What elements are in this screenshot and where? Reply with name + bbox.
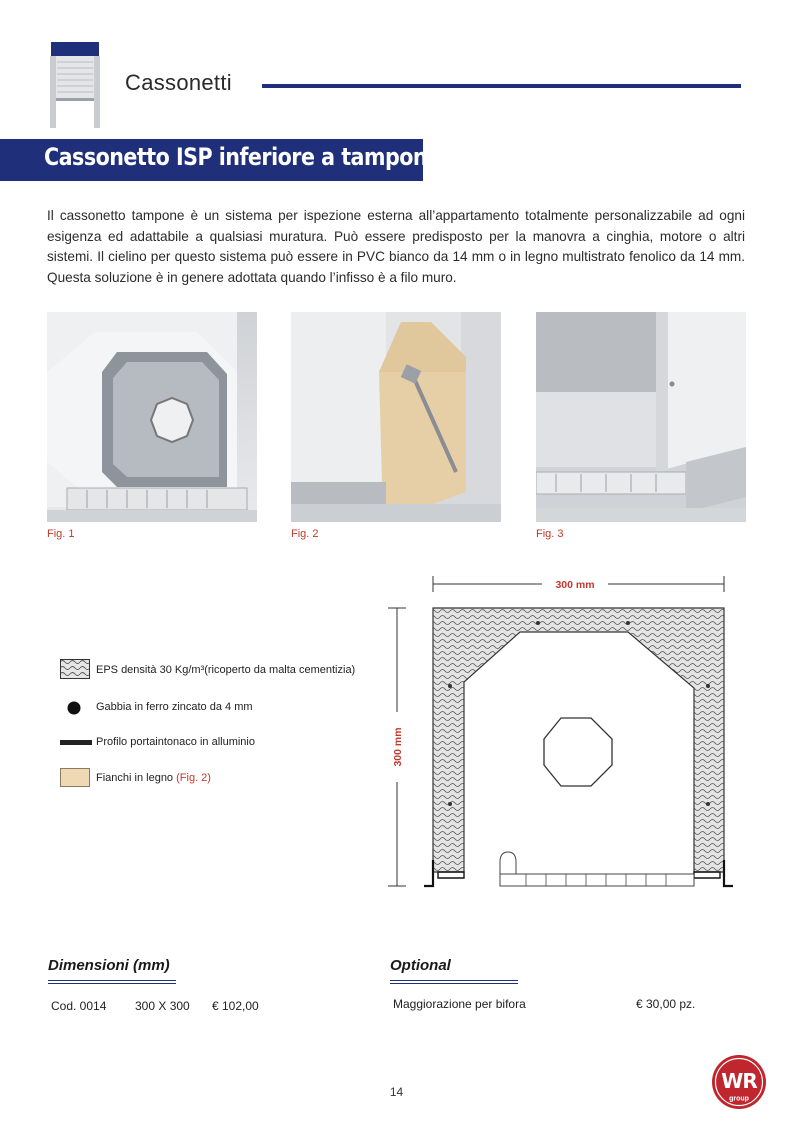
width-dimension-label: 300 mm <box>555 579 595 591</box>
logo-letters: WR <box>721 1069 757 1093</box>
figure-2-caption: Fig. 2 <box>291 528 319 540</box>
legend-eps-label: EPS densità 30 Kg/m³(ricoperto da malta cementizia) <box>96 664 356 676</box>
dimensions-price: € 102,00 <box>212 999 259 1013</box>
wr-group-logo <box>706 1053 772 1111</box>
wood-swatch <box>60 768 90 787</box>
optional-price: € 30,00 pz. <box>636 997 696 1011</box>
page-number: 14 <box>389 1085 404 1099</box>
figure-2-image <box>291 312 501 522</box>
dimensions-size: 300 X 300 <box>135 999 190 1013</box>
intro-paragraph: Il cassonetto tampone è un sistema per ispezione esterna all’appartamento totalmente personalizzabile ad ogni esigenza ed adattabile a qualsiasi muratura. Può essere predisposto per la manovra a cinghia, motore o altri sistemi. Il cielino per questo sistema può essere in PVC bianco da 14 mm o in legno multistrato fenolico da 14 mm. Questa soluzione è in genere adottata quando l’infisso è a filo muro. <box>47 208 745 285</box>
dimensions-code: Cod. 0014 <box>51 999 107 1013</box>
header-rule <box>262 84 741 88</box>
height-dimension-label: 300 mm <box>392 727 404 767</box>
figure-1-caption: Fig. 1 <box>47 528 75 540</box>
legend-wood-text: Fianchi in legno <box>96 772 174 784</box>
figure-3-caption: Fig. 3 <box>536 528 564 540</box>
legend-cage-label: Gabbia in ferro zincato da 4 mm <box>96 701 253 713</box>
optional-title: Optional <box>390 957 451 974</box>
cage-dot-icon <box>66 700 82 716</box>
profile-bar-icon <box>60 740 92 745</box>
roller-shutter-box-icon <box>50 42 100 128</box>
legend-profile-label: Profilo portaintonaco in alluminio <box>96 736 255 748</box>
optional-item: Maggiorazione per bifora <box>393 997 526 1011</box>
figure-1-image <box>47 312 257 522</box>
cross-section-diagram <box>380 572 750 902</box>
product-banner <box>0 139 441 181</box>
eps-swatch <box>60 659 90 679</box>
legend-wood-ref: (Fig. 2) <box>176 772 211 784</box>
product-title: Cassonetto ISP inferiore a tampone <box>44 143 441 171</box>
dimensions-rule <box>48 980 176 984</box>
legend-wood-label <box>96 772 211 784</box>
section-title: Cassonetti <box>125 70 232 95</box>
dimensions-title: Dimensioni (mm) <box>48 957 170 974</box>
figure-3-image <box>536 312 746 522</box>
logo-subtext: group <box>729 1095 749 1103</box>
optional-rule <box>390 980 518 984</box>
